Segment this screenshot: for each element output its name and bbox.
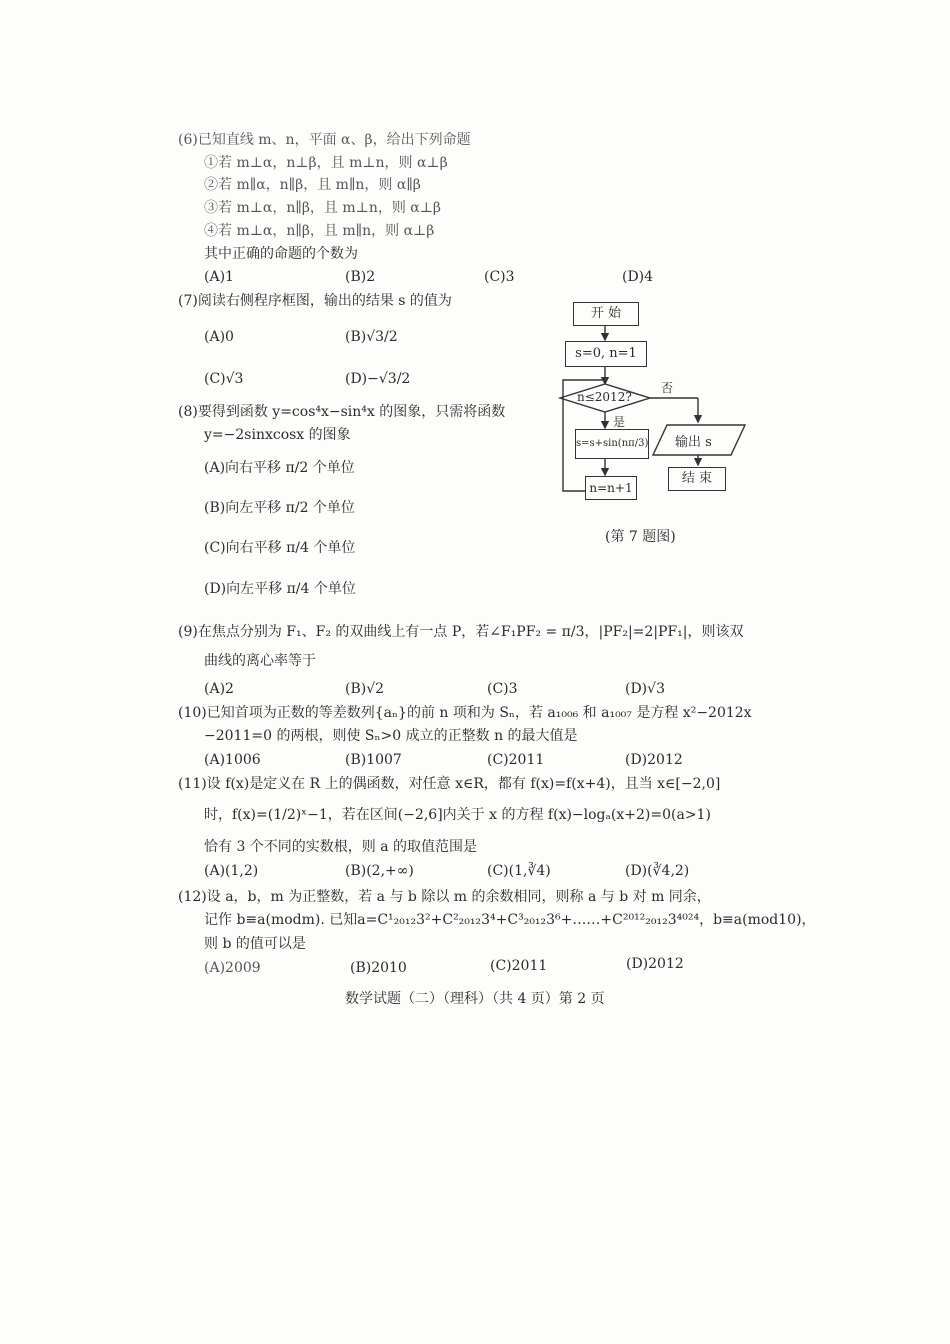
flowchart-no: 否 [661,381,674,395]
q6-option-b: (B)2 [345,269,376,285]
q6-item-3: ③若 m⊥α，n∥β，且 m⊥n，则 α⊥β [204,200,441,216]
q12-stem-line-2: 记作 b≡a(modm). 已知a=C¹₂₀₁₂3²+C²₂₀₁₂3⁴+C³₂₀₁₂3⁶+……+C²⁰¹²₂₀₁₂3⁴⁰²⁴，b≡a(mod10)， [204,912,816,928]
q10-option-a: (A)1006 [204,752,261,768]
q11-stem-line-1: (11)设 f(x)是定义在 R 上的偶函数，对任意 x∈R，都有 f(x)=f(x+4)，且当 x∈[−2,0] [178,776,721,792]
q11-option-a: (A)(1,2) [204,863,259,879]
q6-option-c: (C)3 [484,269,515,285]
q7-figure-caption: (第 7 题图) [605,529,676,545]
q10-option-b: (B)1007 [345,752,402,768]
q11-option-b: (B)(2,+∞) [345,863,414,879]
q7-stem: (7)阅读右侧程序框图，输出的结果 s 的值为 [178,293,452,309]
flowchart-end: 结 束 [668,467,726,491]
q7-option-a: (A)0 [204,329,234,345]
flowchart-condition: n≤2012? [577,390,632,404]
q10-option-c: (C)2011 [487,752,545,768]
q10-stem-line-2: −2011=0 的两根，则使 Sₙ>0 成立的正整数 n 的最大值是 [204,728,578,744]
q7-option-b: (B)√3/2 [345,329,398,345]
q7-option-c: (C)√3 [204,371,244,387]
q12-stem-line-1: (12)设 a，b，m 为正整数，若 a 与 b 除以 m 的余数相同，则称 a 与 b 对 m 同余， [178,889,711,905]
q9-option-c: (C)3 [487,681,518,697]
q6-option-a: (A)1 [204,269,234,285]
q8-option-c: (C)向右平移 π/4 个单位 [204,540,356,556]
q12-stem-line-3: 则 b 的值可以是 [204,936,306,952]
q12-option-d: (D)2012 [626,956,684,972]
q9-option-d: (D)√3 [625,681,665,697]
q12-option-a: (A)2009 [204,960,261,976]
q7-option-d: (D)−√3/2 [345,371,411,387]
q8-option-a: (A)向右平移 π/2 个单位 [204,460,355,476]
q9-option-b: (B)√2 [345,681,385,697]
q6-question: 其中正确的命题的个数为 [204,246,358,262]
q6-item-1: ①若 m⊥α，n⊥β，且 m⊥n，则 α⊥β [204,155,448,171]
flowchart-output: 输出 s [675,435,712,450]
q8-stem-line-1: (8)要得到函数 y=cos⁴x−sin⁴x 的图象，只需将函数 [178,404,506,420]
q8-stem-line-2: y=−2sinxcosx 的图象 [204,427,351,443]
q11-option-c: (C)(1,∛4) [487,863,551,879]
q11-option-d: (D)(∛4,2) [625,863,690,879]
q9-option-a: (A)2 [204,681,234,697]
q10-stem-line-1: (10)已知首项为正数的等差数列{aₙ}的前 n 项和为 Sₙ，若 a₁₀₀₆ 和 a₁₀₀₇ 是方程 x²−2012x [178,705,752,721]
q11-stem-line-3: 恰有 3 个不同的实数根，则 a 的取值范围是 [204,839,478,855]
q6-item-4: ④若 m⊥α，n∥β，且 m∥n，则 α⊥β [204,223,435,239]
page-footer: 数学试题（二）（理科）（共 4 页）第 2 页 [345,991,605,1007]
q6-stem: (6)已知直线 m、n，平面 α、β，给出下列命题 [178,132,471,148]
q11-stem-line-2: 时，f(x)=(1/2)ˣ−1，若在区间(−2,6]内关于 x 的方程 f(x)−logₐ(x+2)=0(a>1) [204,807,711,823]
q6-option-d: (D)4 [622,269,654,285]
flowchart-yes: 是 [613,415,626,429]
q9-stem-line-1: (9)在焦点分别为 F₁、F₂ 的双曲线上有一点 P，若∠F₁PF₂ = π/3，|PF₂|=2|PF₁|，则该双 [178,624,744,640]
flowchart-init: s=0, n=1 [565,341,647,367]
q12-option-b: (B)2010 [350,960,407,976]
q10-option-d: (D)2012 [625,752,683,768]
q8-option-d: (D)向左平移 π/4 个单位 [204,581,356,597]
flowchart-start: 开 始 [573,302,639,326]
flowchart-update: s=s+sin(nπ/3) [575,429,649,459]
q12-option-c: (C)2011 [490,958,548,974]
q9-stem-line-2: 曲线的离心率等于 [204,653,316,669]
flowchart-increment: n=n+1 [585,476,637,500]
q8-option-b: (B)向左平移 π/2 个单位 [204,500,355,516]
q7-flowchart [555,295,770,525]
q6-item-2: ②若 m∥α，n∥β，且 m∥n，则 α∥β [204,177,421,193]
